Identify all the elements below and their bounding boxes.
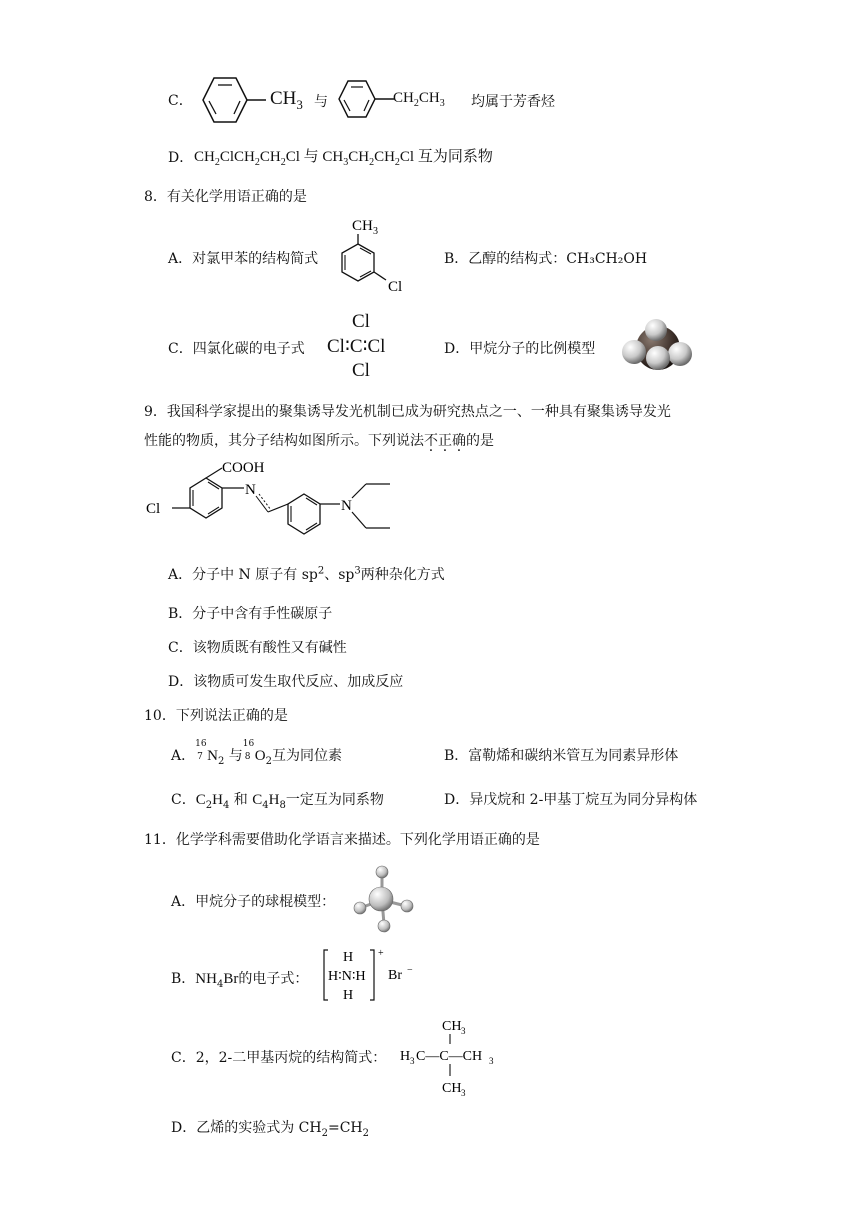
svg-text:COOH: COOH xyxy=(222,460,265,476)
q7-option-d-label: D． xyxy=(168,150,194,166)
q8-option-d: D．甲烷分子的比例模型 xyxy=(444,341,596,357)
svg-text:−: − xyxy=(407,965,413,976)
svg-text:H: H xyxy=(400,1049,411,1064)
svg-text:3: 3 xyxy=(410,1056,415,1066)
svg-text:Cl: Cl xyxy=(146,501,161,517)
q10-option-c: C．$C_2H_4$ 和 $C_4H_8$一定互为同系物 xyxy=(171,792,384,811)
q11-option-c: C．2，2-二甲基丙烷的结构简式： xyxy=(171,1050,387,1066)
svg-text:Cl: Cl xyxy=(388,279,403,295)
q10-stem: 10．下列说法正确的是 xyxy=(144,708,288,724)
toluene-structure xyxy=(192,74,272,126)
ccl4-middle: Cl∶C∶Cl xyxy=(327,336,386,357)
q11-stem: 11．化学学科需要借助化学语言来描述。下列化学用语正确的是 xyxy=(144,832,540,848)
svg-text:+: + xyxy=(378,948,384,959)
q7-option-d-text: $CH_2ClCH_2CH_2Cl$ 与 $CH_3CH_2CH_2Cl$ 互为同系物 xyxy=(194,149,493,168)
svg-text:N: N xyxy=(245,482,256,498)
q11-option-b: B．$NH_4Br$的电子式： xyxy=(171,971,309,990)
q10-option-b: B．富勒烯和碳纳米管互为同素异形体 xyxy=(444,748,679,764)
q10-option-a: A． 16 7 $N_2$ 与 16 8 $O_2$互为同位素 xyxy=(171,739,343,767)
svg-text:CH: CH xyxy=(352,218,373,234)
svg-text:3: 3 xyxy=(461,1088,466,1098)
q10-option-d: D．异戊烷和 2-甲基丁烷互为同分异构体 xyxy=(444,792,698,808)
q8-stem: 8．有关化学用语正确的是 xyxy=(144,189,307,205)
q7-option-c-label: C． xyxy=(168,93,193,109)
q11-option-a: A．甲烷分子的球棍模型： xyxy=(171,894,336,910)
svg-text:CH: CH xyxy=(442,1019,462,1034)
ethylbenzene-structure xyxy=(330,78,396,122)
svg-text:Br: Br xyxy=(388,968,402,983)
svg-text:N: N xyxy=(341,498,352,514)
svg-text:H: H xyxy=(343,988,354,1003)
q9-stem-line2: 性能的物质，其分子结构如图所示。下列说法不正确的是 xyxy=(144,433,494,449)
svg-text:3: 3 xyxy=(461,1026,466,1036)
svg-text:C—C—CH: C—C—CH xyxy=(416,1049,483,1064)
q9-option-c: C．该物质既有酸性又有碱性 xyxy=(168,640,347,656)
methane-ball-stick-model xyxy=(350,862,420,936)
svg-text:3: 3 xyxy=(373,226,378,237)
q7-c-tail: 均属于芳香烃 xyxy=(471,94,555,110)
q9-option-b: B．分子中含有手性碳原子 xyxy=(168,606,333,622)
svg-text:3: 3 xyxy=(489,1056,494,1066)
ccl4-cl-top: Cl xyxy=(352,311,370,332)
q8-option-b: B．乙醇的结构式：CH₃CH₂OH xyxy=(444,251,648,267)
methane-space-filling-model xyxy=(620,318,696,374)
q7-c-ch3: $CH_3$ xyxy=(270,88,303,112)
q11-option-d: D．乙烯的实验式为 $CH_2=CH_2$ xyxy=(171,1120,370,1139)
q8-option-a: A．对氯甲苯的结构简式 xyxy=(168,251,319,267)
q8-option-c: C．四氯化碳的电子式 xyxy=(168,341,305,357)
svg-text:H∶N∶H: H∶N∶H xyxy=(328,969,366,984)
q7-c-and: 与 xyxy=(314,94,328,110)
q9-option-d: D．该物质可发生取代反应、加成反应 xyxy=(168,674,404,690)
p-chlorotoluene-structure xyxy=(330,214,420,300)
svg-text:CH: CH xyxy=(442,1081,462,1096)
q9-option-a: A．分子中 N 原子有 $sp^2$、$sp^3$两种杂化方式 xyxy=(168,565,445,583)
neopentane-structure xyxy=(398,1014,508,1098)
q7-c-ethyl: $CH_2CH_3$ xyxy=(393,90,445,109)
ccl4-cl-bottom: Cl xyxy=(352,360,370,381)
nh4br-electron-formula xyxy=(320,946,420,1004)
q9-stem-line1: 9．我国科学家提出的聚集诱导发光机制已成为研究热点之一、一种具有聚集诱导发光 xyxy=(144,404,671,420)
svg-text:H: H xyxy=(343,950,354,965)
q9-molecule-structure xyxy=(144,456,404,556)
